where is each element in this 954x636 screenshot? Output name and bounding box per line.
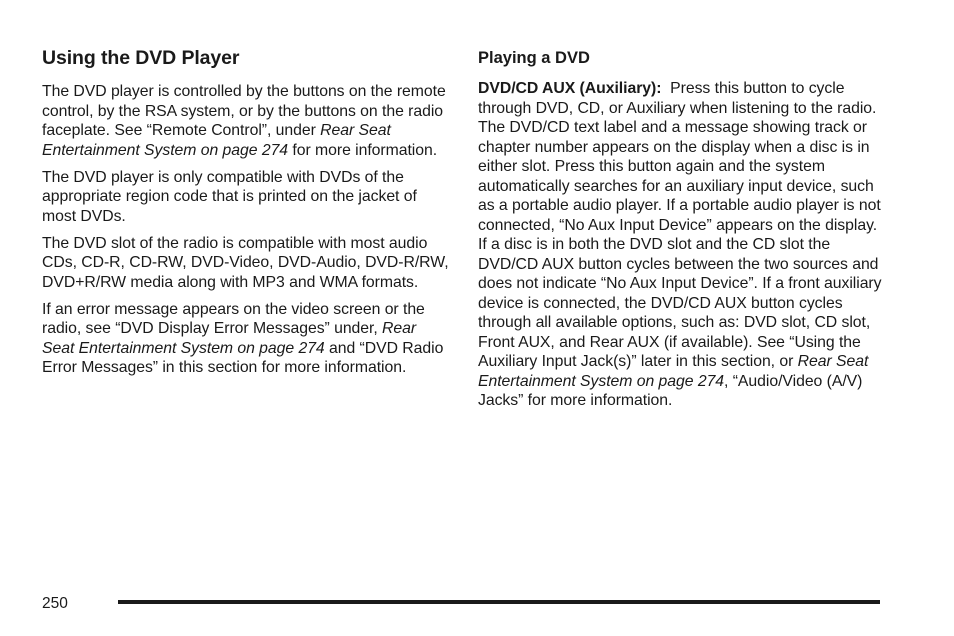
paragraph-error-messages [42, 300, 452, 378]
paragraph-text: and “DVD Radio Error Messages” in this section for more information. [42, 339, 444, 376]
page-number: 250 [42, 595, 68, 612]
paragraph-text: Press this button to cycle through DVD, CD, or Auxiliary when listening to the radio. The DVD/CD text label and a message showing track or chapter number appears on the display when a disc is in either slot. Press this button again and the system automatically searches for an auxiliary input device, such as a portable audio player. If a portable audio player is not connected, “No Aux Input Device” appears on the display. If a disc is in both the DVD slot and the CD slot the DVD/CD AUX button cycles between the two sources and does not indicate “No Aux Input Device”. If a front auxiliary device is connected, the DVD/CD AUX button cycles through all available options, such as: DVD slot, CD slot, Front AUX, and Rear AUX (if available). See “Using the Auxiliary Input Jack(s)” later in this section, or [478, 80, 886, 370]
footer-rule [118, 600, 880, 604]
right-column [478, 46, 886, 418]
section-heading: Using the DVD Player [42, 47, 240, 69]
cross-reference: Rear Seat Entertainment System on page 274 [42, 122, 391, 159]
button-term: DVD/CD AUX (Auxiliary): [478, 80, 662, 97]
paragraph-controls [42, 82, 452, 160]
left-column [42, 46, 452, 385]
paragraph-text: , “Audio/Video (A/V) Jacks” for more information. [478, 372, 863, 409]
paragraph-compatible-media: The DVD slot of the radio is compatible with most audio CDs, CD-R, CD-RW, DVD-Video, DVD-Audio, DVD-R/RW, DVD+R/RW media along with MP3 and WMA formats. [42, 234, 449, 291]
cross-reference: Rear Seat Entertainment System on page 274 [42, 320, 417, 357]
paragraph-dvd-cd-aux [478, 79, 886, 411]
paragraph-text: for more information. [288, 141, 438, 159]
paragraph-region-code: The DVD player is only compatible with DVDs of the appropriate region code that is printed on the jacket of most DVDs. [42, 168, 417, 225]
cross-reference: Rear Seat Entertainment System on page 274 [478, 353, 869, 390]
paragraph-text: The DVD player is controlled by the buttons on the remote control, by the RSA system, or by the buttons on the radio faceplate. See “Remote Control”, under [42, 83, 446, 139]
paragraph-text: If an error message appears on the video screen or the radio, see “DVD Display Error Messages” under, [42, 300, 425, 337]
subsection-heading: Playing a DVD [478, 49, 590, 67]
